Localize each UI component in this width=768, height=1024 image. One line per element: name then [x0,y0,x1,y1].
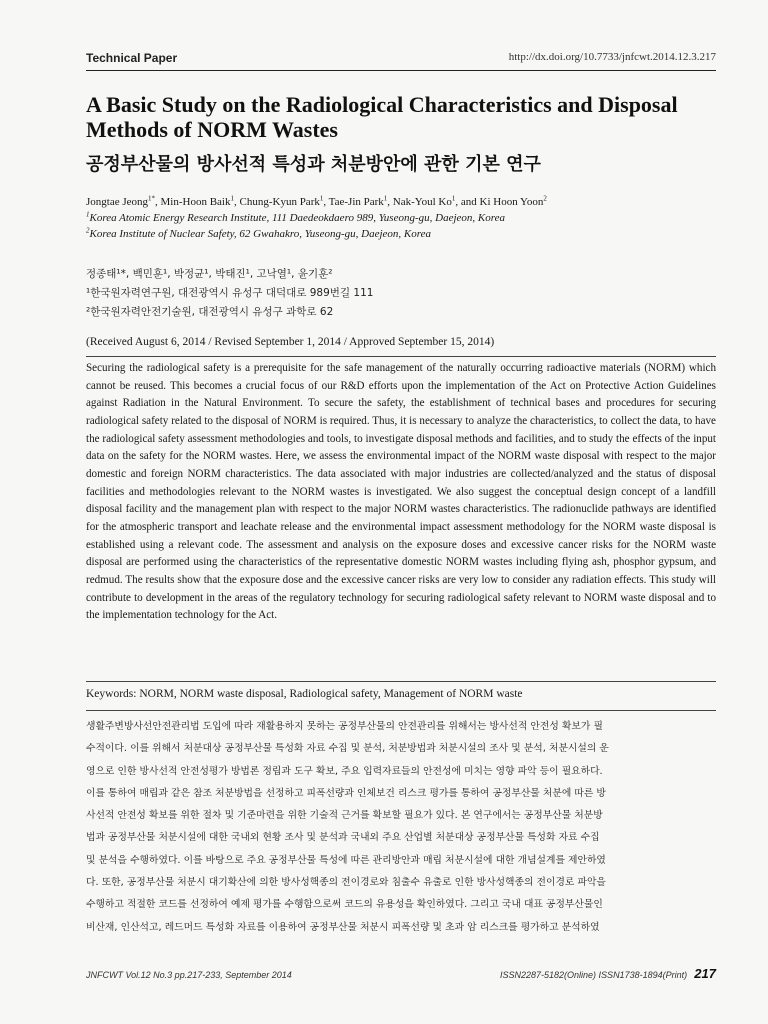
divider [86,356,716,357]
author-marker: 1* [148,194,156,203]
author-marker: 1 [451,194,456,203]
author-block-korean [86,265,726,322]
author-marker: 2 [543,194,547,203]
author-name: , Chung-Kyun Park [234,196,320,208]
abstract-korean-line: 이를 통하여 매립과 같은 참조 처분방법을 선정하고 피폭선량과 인체보건 리스크 평가를 통하여 공정부산물 처분에 따른 방 [86,787,606,799]
paper-title-english: A Basic Study on the Radiological Characteristics and Disposal Methods of NORM Wastes [86,92,678,142]
issn: ISSN2287-5182(Online) ISSN1738-1894(Print) [500,970,688,980]
abstract-korean-line: 생활주변방사선안전관리법 도입에 따라 재활용하지 못하는 공정부산물의 안전관리를 위해서는 방사선적 안전성 확보가 필 [86,721,603,732]
author-list [86,194,726,210]
abstract-korean [86,716,716,939]
abstract-korean-line: 비산재, 인산석고, 레드머드 특성화 자료를 이용하여 공정부산물 처분시 피폭선량 및 초과 암 리스크를 평가하고 분석하였 [86,921,600,933]
affiliation-2 [86,226,726,242]
divider [86,681,716,682]
abstract-korean-line: 법과 공정부산물 처분시설에 대한 국내외 현황 조사 및 분석과 국내외 주요 산업별 처분대상 공정부산물 특성화 자료 수집 [86,832,600,844]
author-name: Jongtae Jeong [86,196,149,208]
abstract-korean-line: 사선적 안전성 확보를 위한 절차 및 기준마련을 위한 기술적 근거를 확보할 필요가 있다. 본 연구에서는 공정부산물 처분방 [86,810,603,822]
author-name: , Nak-Youl Ko [387,196,452,208]
author-name: , Tae-Jin Park [323,196,384,208]
header-divider [86,70,716,71]
affiliation-korean-2: ²한국원자력안전기술원, 대전광역시 유성구 과학로 62 [86,306,334,318]
divider [86,710,716,711]
keywords: Keywords: NORM, NORM waste disposal, Radiological safety, Management of NORM waste [86,688,523,700]
affiliation-marker: 1 [86,210,90,219]
affiliation-text: Korea Atomic Energy Research Institute, 111 Daedeokdaero 989, Yuseong-gu, Daejeon, Korea [89,212,505,224]
abstract-english: Securing the radiological safety is a prerequisite for the safe management of the naturally occurring radioactive materials (NORM) which cannot be reused. This becomes a crucial focus of our R&D efforts upon the implementation of the Act on Protective Action Guidelines against Radiation in the Natural Environment. To secure the safety, the establishment of technical bases and procedures for securing radiological safety related to the disposal of NORM is required. Thus, it is necessary to analyze the characteristics, to collect the data, to have the radiological safety assessment methodologies and tools, to investigate disposal methods and facilities, and to study the effects of the input data on the safety for the NORM wastes. Here, we assess the environmental impact of the NORM waste disposal with respect to the major domestic and foreign NORM characteristics. The data associated with major industries are collected/analyzed and the status of disposal facilities and methodologies relevant to the NORM wastes is investigated. We also suggest the conceptual design concept of a landfill disposal facility and the management plan with respect to the major NORM wastes characteristics. The radionuclide pathways are identified for the atmospheric transport and leachate release and the environmental impact assessment methodology for the NORM waste disposal is established using a relevant code. The assessment and analysis on the exposure doses and excessive cancer risks for the NORM waste disposal are performed using the characteristics of the representative domestic NORM wastes including flying ash, phosphor gypsum, and redmud. The results show that the exposure dose and the excessive cancer risks are very low to consider any radiation effects. This study will contribute to development in the areas of the regulatory technology for securing radiological safety relevant to NORM waste disposal and to the implementation technology for the Act. [86,362,716,622]
author-list-korean: 정종태¹*, 백민훈¹, 박정균¹, 박태진¹, 고낙열¹, 윤기훈² [86,268,333,280]
received-dates: (Received August 6, 2014 / Revised September 1, 2014 / Approved September 15, 2014) [86,336,495,348]
affiliation-korean-1: ¹한국원자력연구원, 대전광역시 유성구 대덕대로 989번길 111 [86,287,374,299]
paper-title-korean: 공정부산물의 방사선적 특성과 처분방안에 관한 기본 연구 [86,154,541,175]
author-name: , Min-Hoon Baik [155,196,231,208]
author-marker: 1 [319,194,324,203]
author-marker: 1 [230,194,234,203]
abstract-korean-line: 다. 또한, 공정부산물 처분시 대기확산에 의한 방사성핵종의 전이경로와 침출수 유출로 인한 방사성핵종의 전이경로 파악을 [86,877,606,889]
abstract-korean-line: 영으로 인한 방사선적 안전성평가 방법론 정립과 도구 확보, 주요 입력자료들의 안전성에 미치는 영향 파악 등이 필요하다. [86,765,603,777]
abstract-korean-line: 수행하고 적절한 코드를 선정하여 예제 평가를 수행함으로써 코드의 유용성을 확인하였다. 그리고 국내 대표 공정부산물인 [86,899,603,911]
affiliation-text: Korea Institute of Nuclear Safety, 62 Gwahakro, Yuseong-gu, Daejeon, Korea [89,228,431,240]
author-name: , and Ki Hoon Yoon [455,196,544,208]
affiliation-marker: 2 [86,226,90,235]
author-block [86,194,726,242]
doi-link[interactable]: http://dx.doi.org/10.7733/jnfcwt.2014.12.3.217 [508,51,716,63]
abstract-korean-line: 및 분석을 수행하였다. 이를 바탕으로 주요 공정부산물 특성에 따른 관리방안과 매립 처분시설에 대한 개념설계를 제안하였 [86,854,606,866]
abstract-korean-line: 수적이다. 이를 위해서 처분대상 공정부산물 특성화 자료 수집 및 분석, 처분방법과 처분시설의 조사 및 분석, 처분시설의 운 [86,743,609,755]
affiliation-1 [86,210,726,226]
section-label: Technical Paper [86,51,178,65]
author-marker: 1 [383,194,388,203]
journal-citation: JNFCWT Vol.12 No.3 pp.217-233, September 2014 [86,970,292,980]
page-number: 217 [694,966,716,981]
